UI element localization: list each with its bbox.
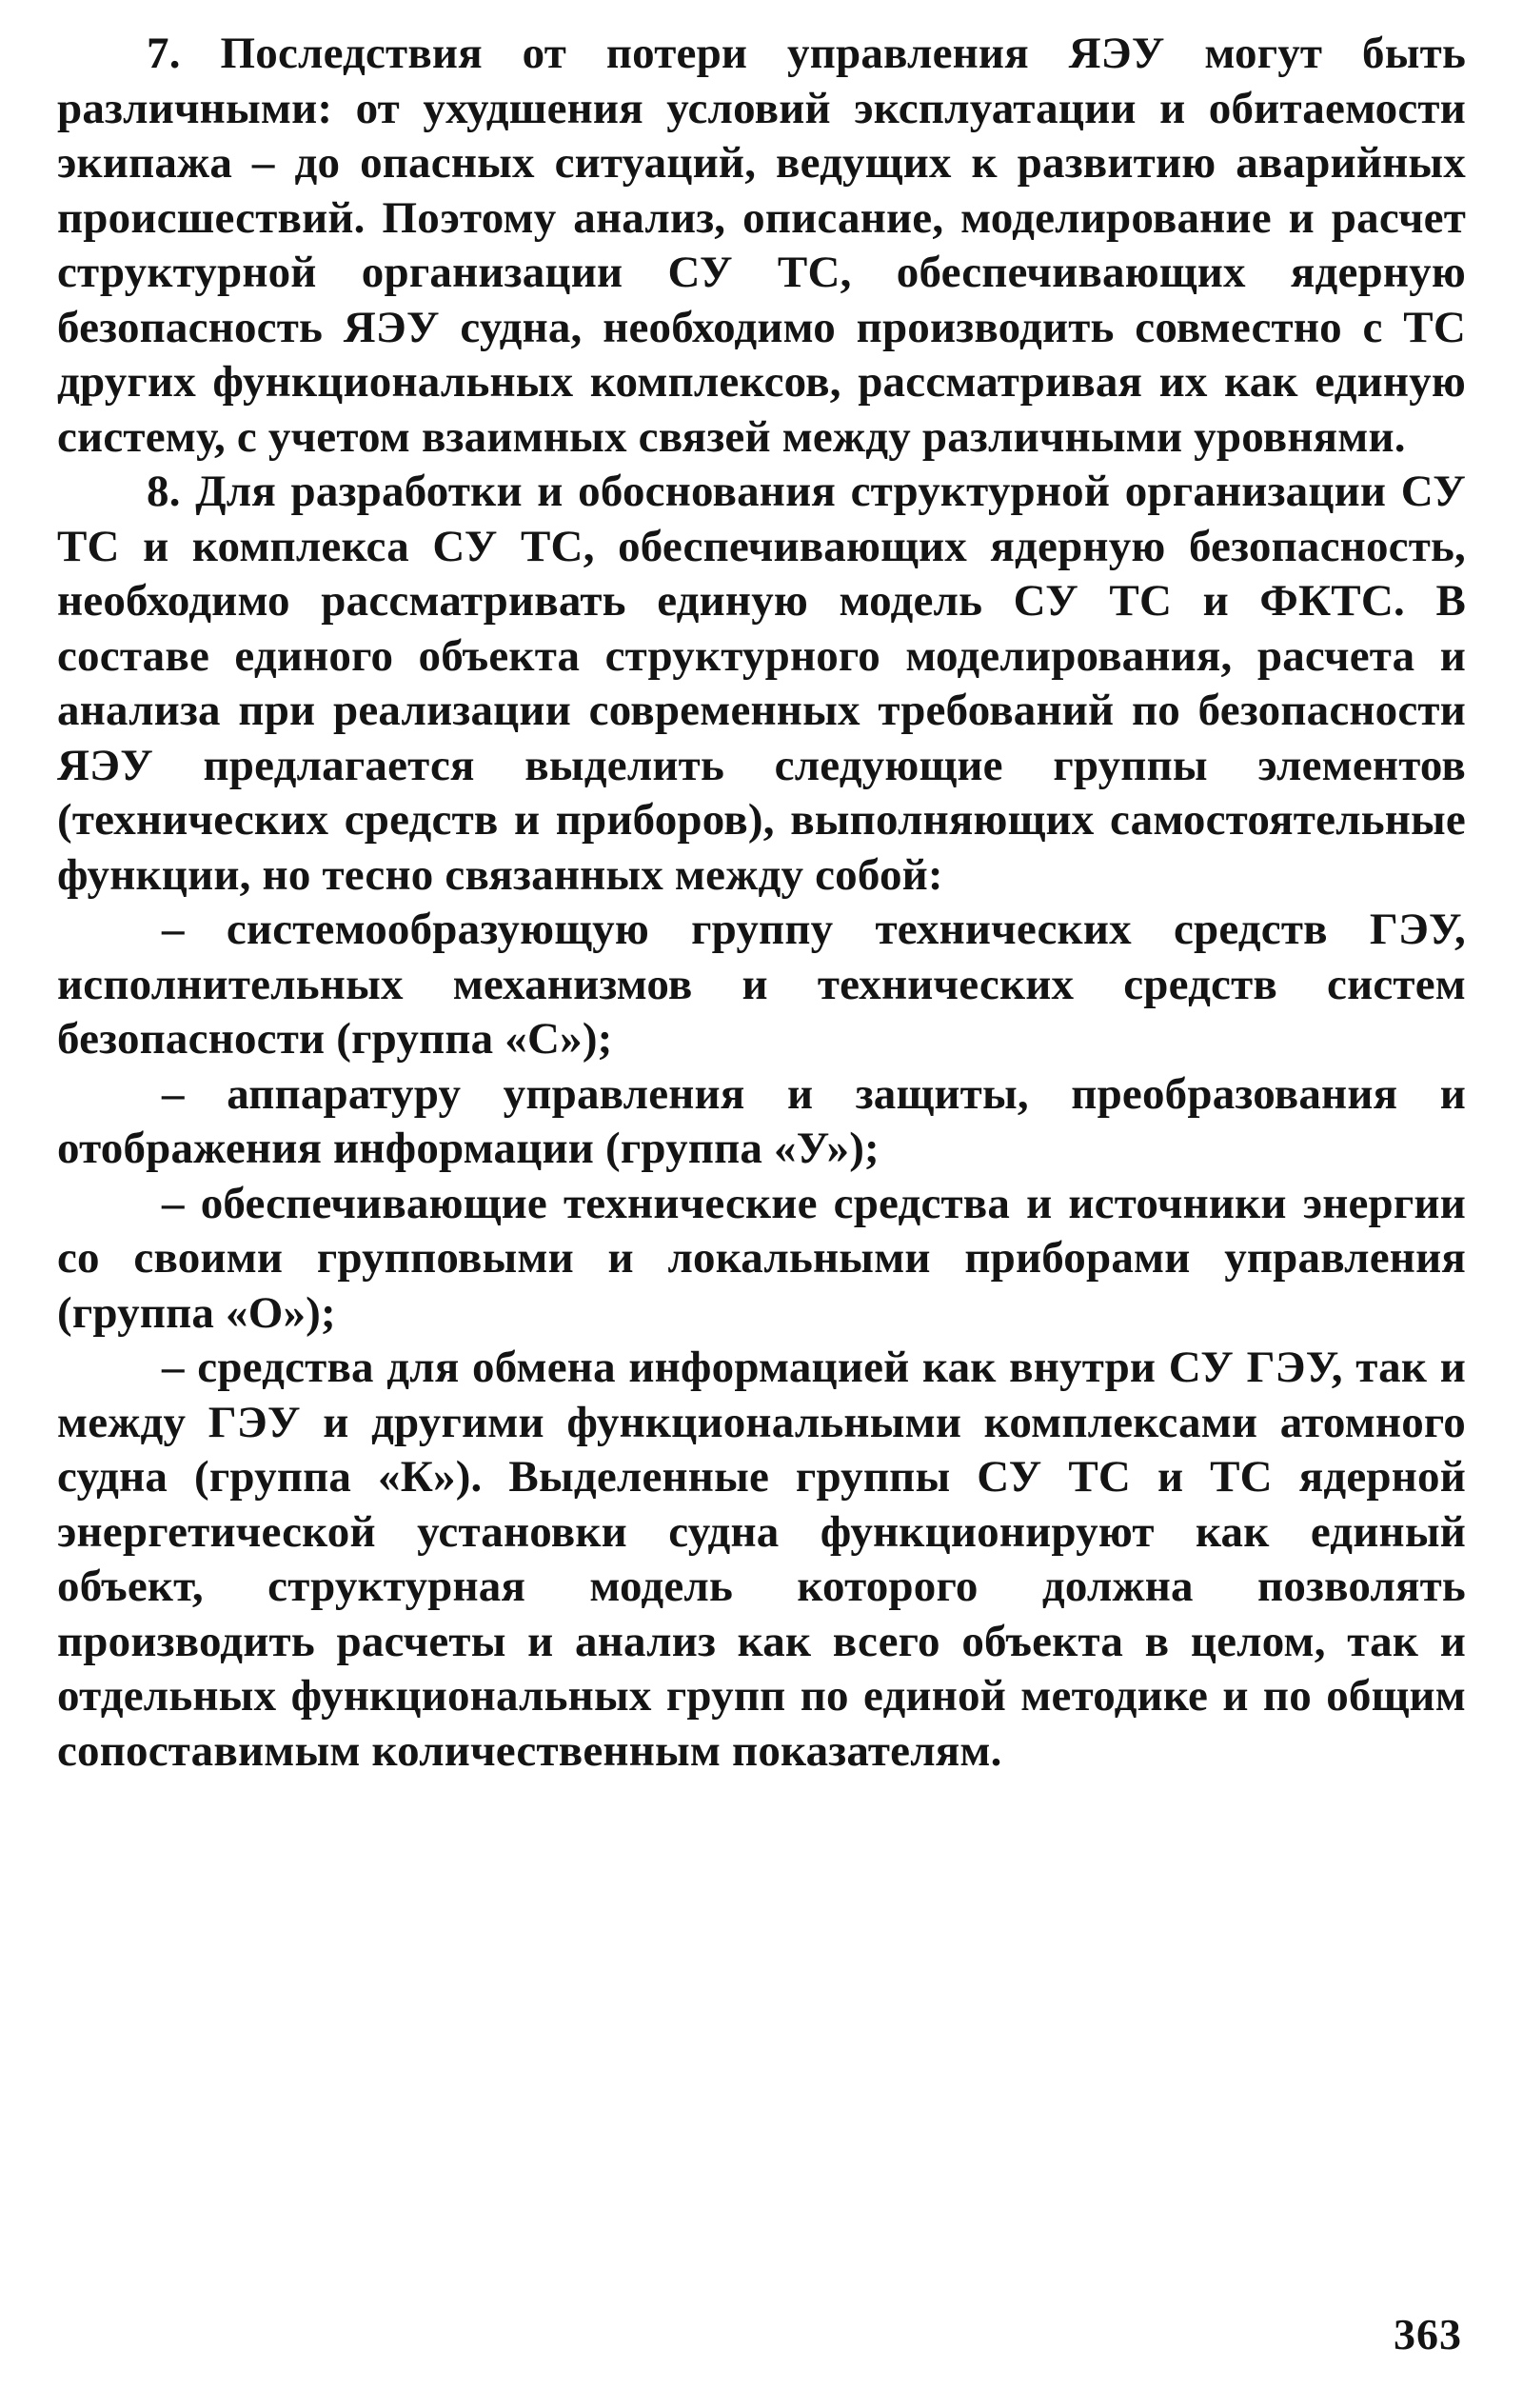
paragraph-7: 7. Последствия от потери управления ЯЭУ могут быть различными: от ухудшения условий эксплуатации и обитаемости экипажа – до опасных ситуаций, ведущих к развитию аварийных происшествий. Поэтому анализ, описание, моделирование и расчет структурной организации СУ ТС, обеспечивающих ядерную безопасность ЯЭУ судна, необходимо производить совместно с ТС других функциональных комплексов, рассматривая их как единую систему, с учетом взаимных связей между различными уровнями. (57, 29, 1466, 462)
page-number: 363 (1394, 2310, 1462, 2358)
list-item-group-c: – системообразующую группу технических средств ГЭУ, исполнительных механизмов и технических средств систем безопасности (группа «С»); (57, 905, 1466, 1064)
page-body (57, 27, 1466, 1779)
paragraph-8: 8. Для разработки и обоснования структурной организации СУ ТС и комплекса СУ ТС, обеспечивающих ядерную безопасность, необходимо рассматривать единую модель СУ ТС и ФКТС. В составе единого объекта структурного моделирования, расчета и анализа при реализации современных требований по безопасности ЯЭУ предлагается выделить следующие группы элементов (технических средств и приборов), выполняющих самостоятельные функции, но тесно связанных между собой: (57, 467, 1466, 900)
list-item-group-o: – обеспечивающие технические средства и источники энергии со своими групповыми и локальными приборами управления (группа «О»); (57, 1178, 1466, 1338)
list-item-group-k: – средства для обмена информацией как внутри СУ ГЭУ, так и между ГЭУ и другими функциональными комплексами атомного судна (группа «К»). Выделенные группы СУ ТС и ТС ядерной энергетической установки судна функционируют как единый объект, структурная модель которого должна позволять производить расчеты и анализ как всего объекта в целом, так и отдельных функциональных групп по единой методике и по общим сопоставимым количественным показателям. (57, 1343, 1466, 1776)
list-item-group-u: – аппаратуру управления и защиты, преобразования и отображения информации (группа «У»); (57, 1068, 1466, 1173)
